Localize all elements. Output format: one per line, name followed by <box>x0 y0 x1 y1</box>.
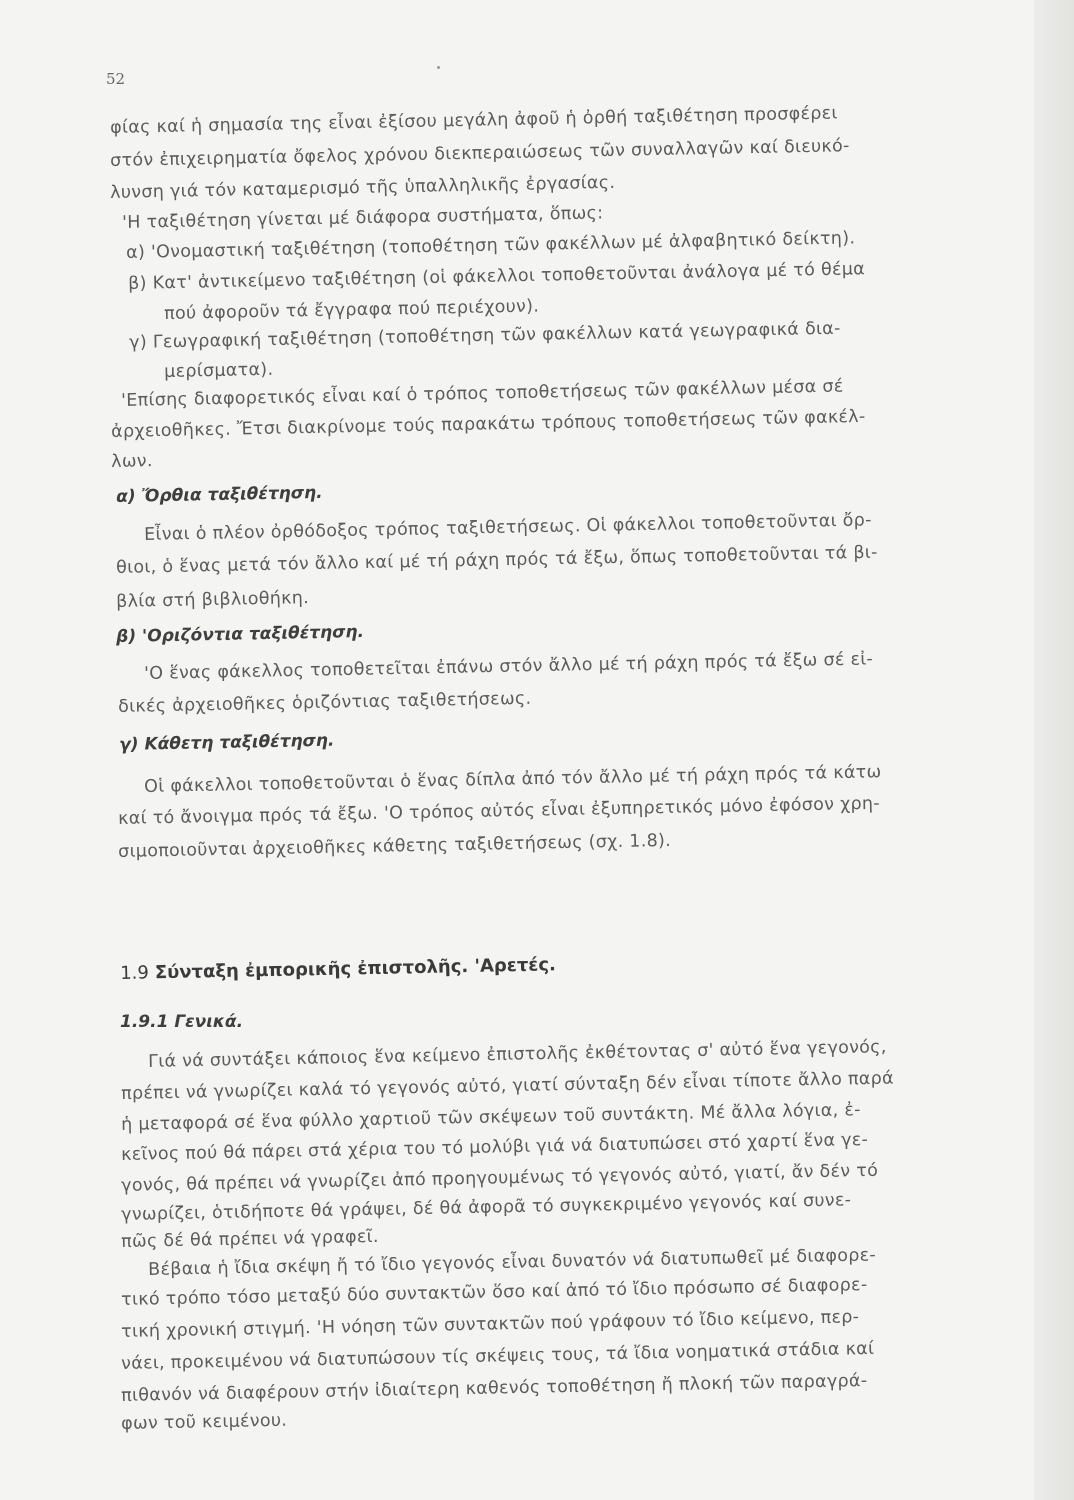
text-line: θιοι, ὁ ἕνας μετά τόν ἄλλο καί μέ τή ράχη πρός τά ἔξω, ὅπως τοποθετοῦνται τά βι- <box>116 542 878 578</box>
text-line: 'Η ταξιθέτηση γίνεται μέ διάφορα συστήματα, ὅπως: <box>122 203 604 233</box>
text-line: φίας καί ἡ σημασία της εἶναι ἐξίσου μεγάλη ἀφοῦ ἡ ὀρθή ταξιθέτηση προσφέρει <box>110 103 838 138</box>
text-line: γονός, θά πρέπει νά γνωρίζει ἀπό προηγουμένως τό γεγονός αὐτό, γιατί, ἄν δέν τό <box>121 1160 879 1196</box>
text-line: ἀρχειοθῆκες. Ἔτσι διακρίνομε τούς παρακάτω τρόπους τοποθετήσεως τῶν φακέλ- <box>111 406 866 442</box>
text-line: σιμοποιοῦνται ἀρχειοθῆκες κάθετης ταξιθετήσεως (σχ. 1.8). <box>118 830 672 862</box>
text-line: βλία στή βιβλιοθήκη. <box>116 588 310 612</box>
text-line: Γιά νά συντάξει κάποιος ἕνα κείμενο ἐπιστολῆς ἐκθέτοντας σ' αὐτό ἕνα γεγονός, <box>148 1037 887 1072</box>
text-line: γνωρίζει, ὁτιδήποτε θά γράψει, δέ θά ἀφορᾶ τό συγκεκριμένο γεγονός καί συνε- <box>121 1190 852 1225</box>
text-line: πρέπει νά γνωρίζει καλά τό γεγονός αὐτό, γιατί σύνταξη δέν εἶναι τίποτε ἄλλο παρά <box>121 1068 895 1104</box>
subsection-heading-1-9-1: 1.9.1 Γενικά. <box>120 1012 244 1032</box>
text-line: πῶς δέ θά πρέπει νά γραφεῖ. <box>121 1226 379 1252</box>
subheading-orizontia: β) 'Οριζόντια ταξιθέτηση. <box>116 622 365 647</box>
text-line: γ) Γεωγραφική ταξιθέτηση (τοποθέτηση τῶν φακέλλων κατά γεωγραφικά δια- <box>129 318 841 353</box>
text-line: στόν ἐπιχειρηματία ὄφελος χρόνου διεκπεραιώσεως τῶν συναλλαγῶν καί διευκό- <box>110 136 850 171</box>
subheading-orthia: α) Ὄρθια ταξιθέτηση. <box>116 482 323 507</box>
text-line: Βέβαια ἡ ἴδια σκέψη ἤ τό ἴδιο γεγονός εἶναι δυνατόν νά διατυπωθεῖ μέ διαφορε- <box>148 1245 877 1280</box>
text-line: πού ἀφοροῦν τά ἔγγραφα πού περιέχουν). <box>164 296 540 324</box>
text-line: β) Κατ' ἀντικείμενο ταξιθέτηση (οἱ φάκελλοι τοποθετοῦνται ἀνάλογα μέ τό θέμα <box>128 259 866 294</box>
text-line: λων. <box>111 451 153 472</box>
text-line: καί τό ἄνοιγμα πρός τά ἔξω. 'Ο τρόπος αὐτός εἶναι ἐξυπηρετικός μόνο ἐφόσον χρη- <box>118 793 881 829</box>
section-heading-1-9 <box>120 954 556 984</box>
section-number: 1.9 <box>120 962 150 984</box>
text-line: Οἱ φάκελλοι τοποθετοῦνται ὁ ἕνας δίπλα ἀπό τόν ἄλλο μέ τή ράχη πρός τά κάτω <box>144 762 882 797</box>
text-line: 'Ο ἕνας φάκελλος τοποθετεῖται ἐπάνω στόν ἄλλο μέ τή ράχη πρός τά ἔξω σέ εἰ- <box>144 649 874 684</box>
text-line: α) 'Ονομαστική ταξιθέτηση (τοποθέτηση τῶν φακέλλων μέ ἀλφαβητικό δείκτη). <box>126 228 856 263</box>
text-line: πιθανόν νά διαφέρουν στήν ἰδιαίτερη καθενός τοποθέτηση ἤ πλοκή τῶν παραγρά- <box>121 1371 868 1406</box>
text-line: φων τοῦ κειμένου. <box>121 1410 288 1434</box>
page-number: 52 <box>106 70 126 88</box>
section-title: Σύνταξη ἐμπορικῆς ἐπιστολῆς. 'Αρετές. <box>154 954 557 984</box>
page-edge-shadow <box>1034 0 1074 1500</box>
text-line: κεῖνος πού θά πάρει στά χέρια του τό μολύβι γιά νά διατυπώσει στό χαρτί ἕνα γε- <box>121 1130 869 1165</box>
text-line: ἡ μεταφορά σέ ἕνα φύλλο χαρτιοῦ τῶν σκέψεων τοῦ συντάκτη. Μέ ἄλλα λόγια, ἐ- <box>121 1100 861 1135</box>
text-line: Εἶναι ὁ πλέον ὀρθόδοξος τρόπος ταξιθετήσεως. Οἱ φάκελλοι τοποθετοῦνται ὄρ- <box>144 510 872 545</box>
scan-speck <box>437 66 440 69</box>
text-line: μερίσματα). <box>164 359 274 382</box>
text-line: δικές ἀρχειοθῆκες ὁριζόντιας ταξιθετήσεως. <box>118 688 532 717</box>
subheading-kaceti: γ) Κάθετη ταξιθέτηση. <box>119 730 335 755</box>
text-line: 'Επίσης διαφορετικός εἶναι καί ὁ τρόπος τοποθετήσεως τῶν φακέλλων μέσα σέ <box>121 376 844 411</box>
text-line: νάει, προκειμένου νά διατυπώσουν τίς σκέψεις τους, τά ἴδια νοηματικά στάδια καί <box>121 1338 875 1374</box>
text-line: λυνση γιά τόν καταμερισμό τῆς ὑπαλληλικῆς ἐργασίας. <box>110 172 616 203</box>
text-line: τικό τρόπο τόσο μεταξύ δύο συντακτῶν ὅσο καί ἀπό τό ἴδιο πρόσωπο σέ διαφορε- <box>121 1275 868 1310</box>
text-line: τική χρονική στιγμή. 'Η νόηση τῶν συντακτῶν πού γράφουν τό ἴδιο κείμενο, περ- <box>121 1307 860 1342</box>
